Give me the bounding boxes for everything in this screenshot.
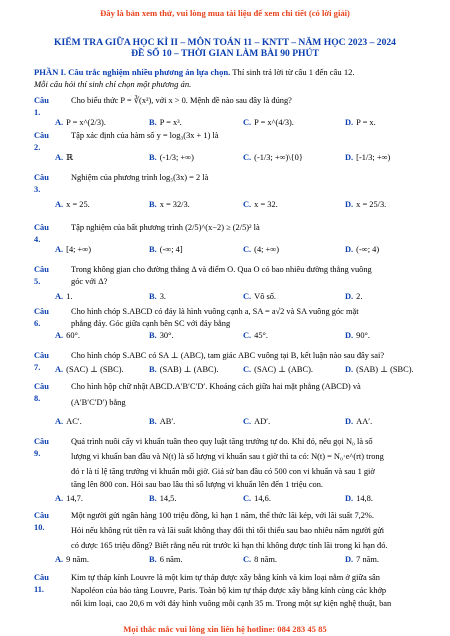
hotline-banner[interactable]: Mọi thắc mắc vui lòng xin liên hệ hotline: 084 283 45 85 (123, 624, 327, 634)
option-b[interactable] (149, 364, 219, 376)
question-text-line-2: phẳng đáy. Góc giữa cạnh bên SC với đáy bằng (71, 319, 231, 328)
option-a[interactable] (55, 244, 91, 256)
option-b[interactable] (149, 291, 166, 303)
option-value: x = 25/3. (356, 200, 387, 209)
option-value: P = x. (356, 118, 376, 127)
section-note: Mỗi câu hỏi thí sinh chỉ chọn một phương án. (34, 79, 192, 89)
option-value: P = x^(4/3). (254, 118, 294, 127)
option-letter: A. (55, 153, 64, 162)
option-letter: D. (345, 331, 354, 340)
option-value: [4; +∞) (66, 245, 92, 254)
option-d[interactable] (345, 117, 376, 129)
option-value: 14,7. (66, 494, 83, 503)
option-b[interactable] (149, 554, 182, 566)
option-letter: B. (149, 331, 157, 340)
option-letter: D. (345, 153, 354, 162)
option-value: 30°. (159, 331, 174, 340)
option-letter: B. (149, 365, 157, 374)
option-letter: C. (243, 200, 252, 209)
option-value: 8 năm. (254, 555, 277, 564)
question-number: Câu 3. (34, 173, 49, 194)
option-a[interactable] (55, 493, 83, 505)
option-letter: B. (149, 292, 157, 301)
question-text: Quá trình nuôi cấy vi khuẩn tuân theo quy luật tăng trưởng tự do. Khi đó, nếu gọi N₀ là số (71, 437, 373, 446)
option-value: x = 32. (254, 200, 278, 209)
option-letter: B. (149, 417, 157, 426)
option-c[interactable] (243, 364, 313, 376)
option-value: AC′. (66, 417, 82, 426)
question-text: Cho hình chóp S.ABC có SA ⊥ (ABC), tam giác ABC vuông tại B, kết luận nào sau đây sai? (71, 351, 385, 360)
option-letter: C. (243, 417, 252, 426)
preview-banner[interactable]: Đây là bản xem thử, vui lòng mua tài liệu để xem chi tiết (có lời giải) (100, 8, 350, 18)
option-b[interactable] (149, 416, 175, 428)
option-letter: C. (243, 245, 252, 254)
question-text-line-3: nối kim loại, cao 20,6 m với đáy hình vuông mỗi cạnh 35 m. Trong một sự kiện nghệ thuật, ban (71, 599, 392, 608)
option-value: 7 năm. (356, 555, 379, 564)
option-c[interactable] (243, 152, 303, 164)
question-text-line-2: (A′B′C′D′) bằng (71, 398, 126, 407)
option-value: 14,5. (159, 494, 177, 503)
option-value: (SAC) ⊥ (SBC). (66, 365, 124, 374)
question-text: Trong không gian cho đường thẳng Δ và điểm O. Qua O có bao nhiêu đường thẳng vuông (71, 265, 372, 274)
option-letter: A. (55, 494, 64, 503)
option-letter: D. (345, 417, 354, 426)
option-value: 6 năm. (159, 555, 183, 564)
option-value: 9 năm. (66, 555, 89, 564)
option-d[interactable] (345, 364, 414, 376)
option-value: x = 32/3. (159, 200, 190, 209)
option-d[interactable] (345, 554, 379, 566)
option-value: ℝ (66, 153, 74, 162)
option-value: 14,8. (356, 494, 373, 503)
option-value: (-∞; 4] (159, 245, 183, 254)
option-value: 45°. (254, 331, 268, 340)
option-letter: A. (55, 555, 64, 564)
option-letter: A. (55, 331, 64, 340)
option-value: 1. (66, 292, 73, 301)
option-b[interactable] (149, 244, 183, 256)
option-value: [-1/3; +∞) (356, 153, 391, 162)
option-value: 60°. (66, 331, 80, 340)
question-text: Cho hình chóp S.ABCD có đáy là hình vuông cạnh a, SA = a√2 và SA vuông góc mặt (71, 307, 359, 316)
question-number: Câu 11. (34, 573, 49, 594)
option-value: (SAB) ⊥ (ABC). (159, 365, 219, 374)
option-c[interactable] (243, 244, 279, 256)
question-number: Câu 10. (34, 511, 49, 532)
option-d[interactable] (345, 493, 373, 505)
option-value: 3. (159, 292, 166, 301)
option-letter: B. (149, 494, 157, 503)
question-number: Câu 7. (34, 351, 49, 372)
option-a[interactable] (55, 554, 89, 566)
option-letter: B. (149, 153, 157, 162)
question-text-line-3: đó r là tỉ lệ tăng trưởng vi khuẩn mỗi giờ. Giả sử ban đầu có 500 con vi khuẩn và sau 1 giờ (71, 467, 375, 476)
option-letter: A. (55, 365, 64, 374)
option-a[interactable] (55, 291, 72, 303)
option-letter: A. (55, 417, 64, 426)
option-value: (SAB) ⊥ (SBC). (356, 365, 414, 374)
option-letter: B. (149, 200, 157, 209)
option-b[interactable] (149, 117, 182, 129)
option-c[interactable] (243, 291, 276, 303)
option-value: AB′. (159, 417, 176, 426)
question-text-line-2: góc với Δ? (71, 277, 108, 286)
option-value: AA′. (356, 417, 373, 426)
option-value: Vô số. (254, 292, 277, 301)
exam-title: KIỂM TRA GIỮA HỌC KÌ II – MÔN TOÁN 11 – KNTT – NĂM HỌC 2023 – 2024 (54, 37, 396, 48)
question-text: Một người gửi ngân hàng 100 triệu đồng, kì hạn 1 năm, thể thức lãi kép, với lãi suất 7,2%. (71, 511, 374, 520)
option-a[interactable] (55, 152, 73, 164)
question-text: Tập nghiệm của bất phương trình (2/5)^(x−2) ≥ (2/5)² là (71, 223, 260, 232)
option-letter: A. (55, 118, 64, 127)
question-text-line-2: Napoléon của bảo tàng Louvre, Paris. Toàn bộ kim tự tháp được xây bằng kính cùng các khớp (71, 586, 387, 595)
option-letter: C. (243, 365, 252, 374)
option-letter: D. (345, 245, 354, 254)
option-c[interactable] (243, 117, 294, 129)
question-text-line-4: tăng lên 800 con. Hỏi sau bao lâu thì số lượng vi khuẩn lên đến 1 triệu con. (71, 480, 324, 489)
option-d[interactable] (345, 416, 372, 428)
option-letter: D. (345, 118, 354, 127)
option-a[interactable] (55, 117, 106, 129)
option-c[interactable] (243, 416, 270, 428)
option-b[interactable] (149, 199, 190, 211)
option-a[interactable] (55, 364, 124, 376)
option-letter: D. (345, 555, 354, 564)
option-value: (-∞; 4) (356, 245, 380, 254)
question-number: Câu 4. (34, 223, 49, 244)
question-text: Cho biểu thức P = ∛(x²), với x > 0. Mệnh đề nào sau đây là đúng? (71, 96, 292, 105)
option-c[interactable] (243, 199, 278, 211)
option-value: AD′. (254, 417, 271, 426)
option-value: 90°. (356, 331, 370, 340)
question-number: Câu 8. (34, 382, 49, 403)
option-value: (-1/3; +∞)\{0} (254, 153, 303, 162)
section-heading (34, 67, 355, 77)
question-text-line-3: có được 165 triệu đồng? Biết rằng nếu rút trước kì hạn thì không được tính lãi trong kì hạn đó. (71, 541, 388, 550)
option-value: (SAC) ⊥ (ABC). (254, 365, 313, 374)
exam-subtitle: ĐỀ SỐ 10 – THỜI GIAN LÀM BÀI 90 PHÚT (131, 48, 319, 59)
option-value: 14,6. (254, 494, 271, 503)
question-text-line-2: lượng vi khuẩn ban đầu và N(t) là số lượng vi khuẩn sau t giờ thì ta có: N(t) = N₀·e^(rt) trong (71, 452, 384, 461)
question-number: Câu 9. (34, 437, 49, 458)
option-letter: B. (149, 555, 157, 564)
section-label: PHẦN I. Câu trắc nghiệm nhiều phương án lựa chọn. (34, 67, 231, 77)
option-letter: D. (345, 365, 354, 374)
option-d[interactable] (345, 330, 370, 342)
option-value: P = x³. (159, 118, 182, 127)
question-text: Kim tự tháp kính Louvre là một kim tự tháp được xây bằng kính và kim loại nằm ở giữa sân (71, 573, 380, 582)
option-letter: B. (149, 118, 157, 127)
option-letter: C. (243, 153, 252, 162)
option-value: x = 25. (66, 200, 90, 209)
option-letter: D. (345, 494, 354, 503)
option-letter: A. (55, 200, 64, 209)
option-a[interactable] (55, 330, 80, 342)
option-value: 2. (356, 292, 363, 301)
option-letter: C. (243, 494, 252, 503)
option-value: (-1/3; +∞) (159, 153, 194, 162)
option-letter: A. (55, 245, 64, 254)
question-text: Cho hình hộp chữ nhật ABCD.A′B′C′D′. Khoảng cách giữa hai mặt phẳng (ABCD) và (71, 382, 361, 391)
option-value: (4; +∞) (254, 245, 280, 254)
option-c[interactable] (243, 330, 268, 342)
option-letter: C. (243, 555, 252, 564)
option-b[interactable] (149, 493, 176, 505)
option-d[interactable] (345, 199, 386, 211)
option-letter: C. (243, 331, 252, 340)
question-number: Câu 6. (34, 307, 49, 328)
option-letter: D. (345, 292, 354, 301)
option-a[interactable] (55, 416, 82, 428)
option-letter: A. (55, 292, 64, 301)
option-value: P = x^(2/3). (66, 118, 106, 127)
option-letter: D. (345, 200, 354, 209)
option-b[interactable] (149, 152, 194, 164)
option-c[interactable] (243, 493, 271, 505)
question-number: Câu 1. (34, 96, 49, 117)
option-a[interactable] (55, 199, 90, 211)
question-text: Nghiệm của phương trình log₅(3x) = 2 là (71, 173, 209, 182)
question-text-line-2: Hỏi nếu không rút tiền ra và lãi suất không thay đổi thì tối thiểu sau bao nhiêu năm người gửi (71, 526, 385, 535)
question-text: Tập xác định của hàm số y = log₃(3x + 1) là (71, 131, 219, 140)
section-instruction: Thí sinh trả lời từ câu 1 đến câu 12. (230, 67, 355, 77)
option-letter: C. (243, 118, 252, 127)
option-d[interactable] (345, 152, 390, 164)
option-letter: B. (149, 245, 157, 254)
question-number: Câu 2. (34, 131, 49, 152)
question-number: Câu 5. (34, 265, 49, 286)
option-c[interactable] (243, 554, 277, 566)
option-letter: C. (243, 292, 252, 301)
option-d[interactable] (345, 291, 362, 303)
option-d[interactable] (345, 244, 379, 256)
option-b[interactable] (149, 330, 174, 342)
